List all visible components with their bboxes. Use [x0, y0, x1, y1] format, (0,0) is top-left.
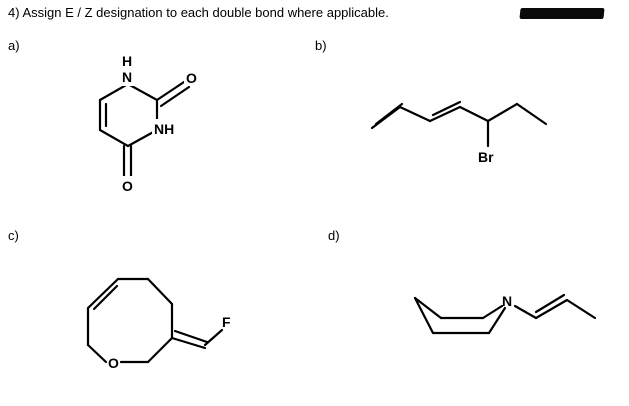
bond-b-5 [488, 104, 517, 121]
bond-a-2 [128, 84, 157, 100]
bond-b-6 [517, 104, 546, 124]
atom-a-o-carbonyl-1: O [186, 70, 197, 86]
bond-c-6 [88, 345, 106, 362]
bond-a-5 [100, 130, 128, 146]
bond-d-7 [515, 306, 536, 318]
bond-b-1-second [376, 104, 402, 124]
bond-c-8 [88, 279, 118, 308]
atom-a-nh: NH [154, 121, 175, 137]
atom-c-o-ring: O [108, 355, 119, 371]
atom-b-br: Br [478, 149, 494, 165]
atom-c-f: F [222, 314, 231, 330]
structure-c [88, 279, 231, 371]
bond-d-2 [415, 298, 433, 333]
part-c-label: c) [8, 228, 19, 243]
bond-d-9 [567, 300, 595, 318]
bond-b-2 [400, 107, 430, 121]
bond-c-2 [148, 279, 172, 304]
part-a-label: a) [8, 38, 20, 53]
structure-a [100, 53, 200, 194]
atom-a-n-h: H [122, 53, 133, 69]
bond-d-1 [415, 298, 441, 318]
structure-b [372, 102, 546, 165]
bond-a-1 [100, 84, 128, 100]
part-b-label: b) [315, 38, 327, 53]
atom-a-o-carbonyl-2: O [122, 178, 133, 194]
bond-a-co1-second [161, 87, 189, 106]
bond-b-4 [460, 107, 488, 121]
bond-c-4 [148, 338, 172, 362]
bond-c-f [205, 330, 222, 345]
bond-a-co1 [157, 80, 187, 100]
question-text: 4) Assign E / Z designation to each double bond where applicable. [8, 5, 389, 20]
part-d-label: d) [328, 228, 340, 243]
atom-a-n-ring: N [122, 69, 133, 85]
atom-d-n: N [502, 293, 513, 309]
structure-d [415, 293, 595, 333]
